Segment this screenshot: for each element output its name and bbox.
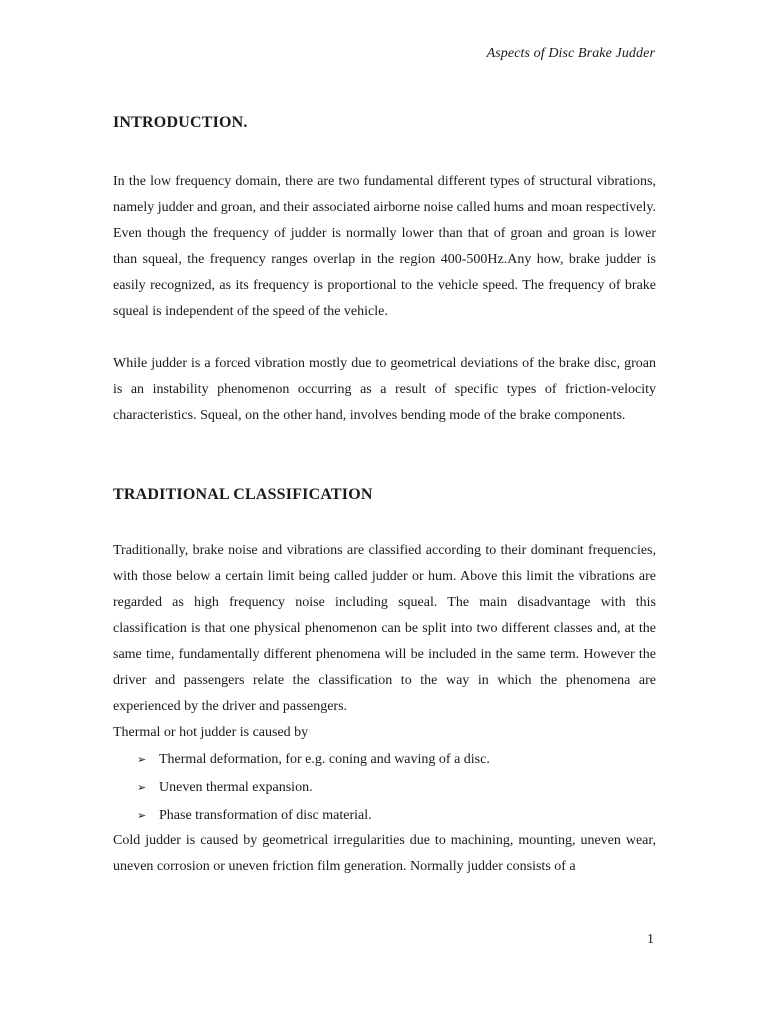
- thermal-causes-list: [113, 746, 656, 830]
- thermal-judder-intro: Thermal or hot judder is caused by: [113, 725, 309, 740]
- introduction-paragraph-1: In the low frequency domain, there are two fundamental different types of structural vibrations, namely judder and groan, and their associated airborne noise called hums and moan respectively. Even though the frequency of judder is normally lower than that of groan and groan is lower than squeal, the frequency ranges overlap in the region 400-500Hz.Any how, brake judder is easily recognized, as its frequency is proportional to the vehicle speed. The frequency of brake squeal is independent of the speed of the vehicle.: [113, 174, 656, 319]
- list-item-text: Thermal deformation, for e.g. coning and waving of a disc.: [159, 752, 490, 767]
- introduction-heading: INTRODUCTION.: [113, 114, 248, 131]
- arrow-bullet-icon: ➢: [137, 781, 147, 794]
- page-number: 1: [647, 932, 654, 947]
- list-item-text: Uneven thermal expansion.: [159, 780, 313, 795]
- arrow-bullet-icon: ➢: [137, 809, 147, 822]
- list-item: [113, 746, 656, 774]
- list-item: [113, 774, 656, 802]
- introduction-paragraph-2: While judder is a forced vibration mostly due to geometrical deviations of the brake disc, groan is an instability phenomenon occurring as a result of specific types of friction-velocity characteristics. Squeal, on the other hand, involves bending mode of the brake components.: [113, 356, 656, 423]
- running-header: Aspects of Disc Brake Judder: [486, 46, 655, 61]
- traditional-classification-heading: TRADITIONAL CLASSIFICATION: [113, 486, 373, 503]
- cold-judder-paragraph: Cold judder is caused by geometrical irregularities due to machining, mounting, uneven wear, uneven corrosion or uneven friction film generation. Normally judder consists of a: [113, 833, 656, 874]
- list-item: [113, 802, 656, 830]
- arrow-bullet-icon: ➢: [137, 753, 147, 766]
- traditional-classification-paragraph: Traditionally, brake noise and vibrations are classified according to their dominant frequencies, with those below a certain limit being called judder or hum. Above this limit the vibrations are regarded as high frequency noise including squeal. The main disadvantage with this classification is that one physical phenomenon can be split into two different classes and, at the same time, fundamentally different phenomena will be included in the same term. However the driver and passengers relate the classification to the way in which the phenomena are experienced by the driver and passengers.: [113, 543, 656, 714]
- list-item-text: Phase transformation of disc material.: [159, 808, 372, 823]
